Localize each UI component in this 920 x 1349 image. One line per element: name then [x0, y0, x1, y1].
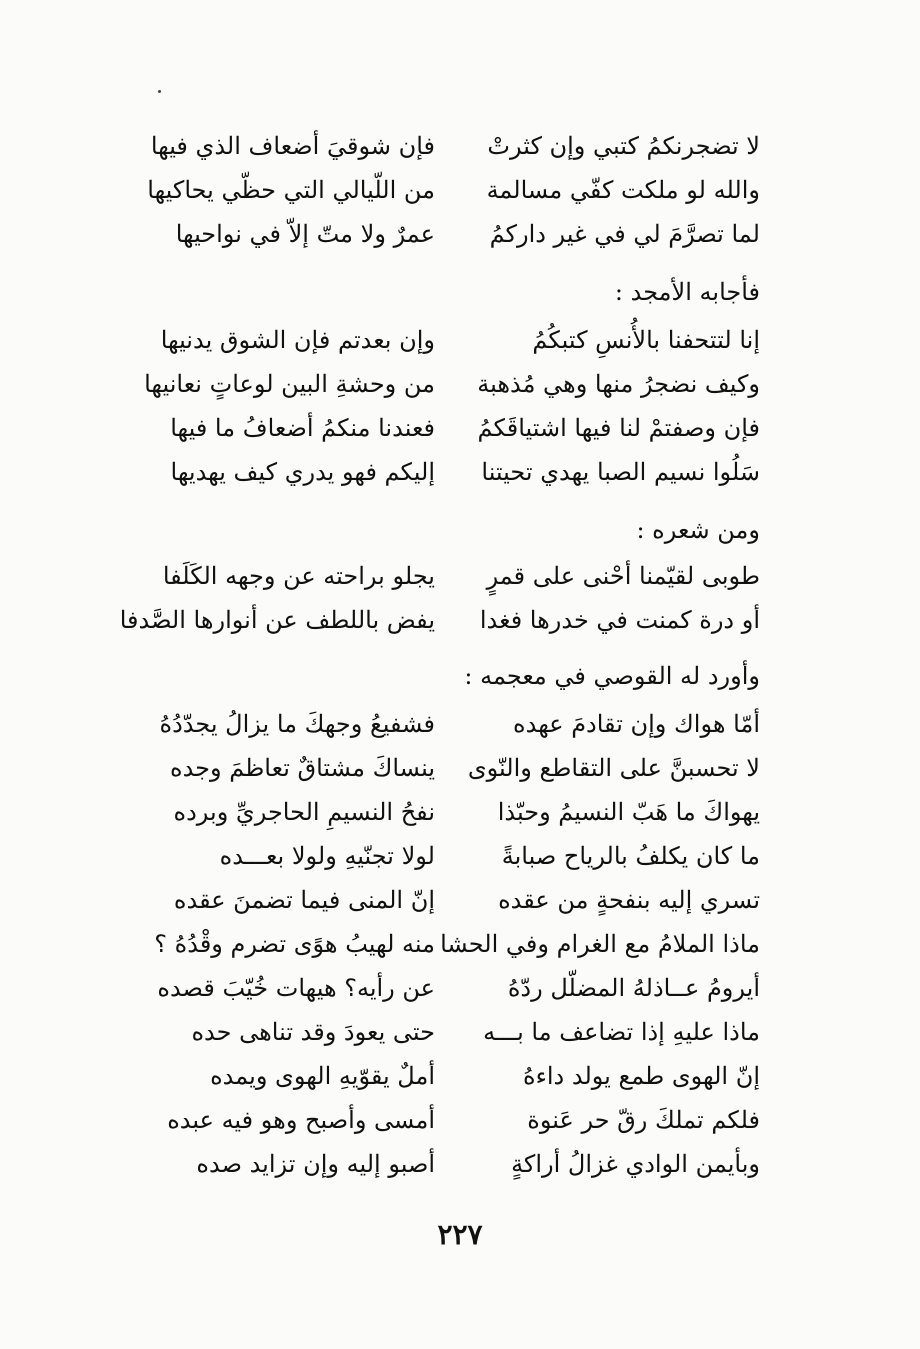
- verse-second-hemistich: فشفيعُ وجهكَ ما يزالُ يجدّدُهُ: [159, 710, 435, 738]
- verse: [144, 362, 760, 406]
- verse-second-hemistich: يجلو براحته عن وجهه الكَلَفا: [162, 562, 435, 590]
- poem-4: [150, 702, 760, 1186]
- verse-second-hemistich: أصبو إليه وإن تزايد صده: [196, 1150, 435, 1178]
- intro-line: ومن شعره :: [636, 516, 760, 544]
- verse: [150, 878, 760, 922]
- poem-1: [147, 124, 760, 256]
- verse: [119, 598, 760, 642]
- intro-line: وأورد له القوصي في معجمه :: [464, 662, 760, 690]
- verse-second-hemistich: حتى يعودَ وقد تناهى حده: [191, 1018, 435, 1046]
- verse: [150, 1054, 760, 1098]
- verse-second-hemistich: منه لهيبُ هوًى تضرم وقْدُهُ ؟: [154, 930, 435, 958]
- verse: [150, 124, 760, 168]
- verse-second-hemistich: أمسى وأصبح وهو فيه عبده: [167, 1106, 435, 1134]
- paper-speck: [158, 90, 161, 93]
- verse-second-hemistich: من اللّيالي التي حظّي يحاكيها: [147, 176, 435, 204]
- verse: [150, 790, 760, 834]
- verse-first-hemistich: أمّا هواك وإن تقادمَ عهده: [513, 710, 760, 738]
- verse-second-hemistich: فعندنا منكمُ أضعافُ ما فيها: [170, 414, 435, 442]
- intro-line: فأجابه الأمجد :: [614, 278, 760, 306]
- verse: [150, 1010, 760, 1054]
- verse: [150, 1098, 760, 1142]
- verse-second-hemistich: عمرٌ ولا متّ إلاّ في نواحيها: [175, 220, 435, 248]
- verse-first-hemistich: لما تصرَّمَ لي في غير داركمُ: [489, 220, 760, 248]
- verse-first-hemistich: وكيف نضجرُ منها وهي مُذهبة: [477, 370, 760, 398]
- verse-first-hemistich: يهواكَ ما هَبّ النسيمُ وحبّذا: [497, 798, 760, 826]
- verse-first-hemistich: ما كان يكلفُ بالرياح صبابةً: [501, 842, 760, 870]
- verse: [150, 212, 760, 256]
- verse: [150, 746, 760, 790]
- verse-first-hemistich: لا تضجرنكمُ كتبي وإن كثرتْ: [487, 132, 760, 160]
- verse-first-hemistich: ماذا عليهِ إذا تضاعف ما بـــه: [483, 1018, 760, 1046]
- verse: [150, 1142, 760, 1186]
- verse-first-hemistich: سَلُوا نسيم الصبا يهدي تحيتنا: [481, 458, 760, 486]
- verse: [150, 554, 760, 598]
- verse-second-hemistich: لولا تجنّيهِ ولولا بعـــده: [219, 842, 435, 870]
- verse-first-hemistich: ماذا الملامُ مع الغرام وفي الحشا: [440, 930, 760, 958]
- verse-second-hemistich: ينساكَ مشتاقٌ تعاظمَ وجده: [170, 754, 435, 782]
- poem-3: [119, 554, 760, 642]
- verse: [150, 450, 760, 494]
- verse-second-hemistich: يفض باللطف عن أنوارها الصَّدفا: [119, 606, 435, 634]
- verse-second-hemistich: عن رأيه؟ هيهات خُيّبَ قصده: [157, 974, 435, 1002]
- verse-second-hemistich: أملٌ يقوّيهِ الهوى ويمده: [210, 1062, 435, 1090]
- verse-first-hemistich: أو درة كمنت في خدرها فغدا: [479, 606, 760, 634]
- verse: [150, 702, 760, 746]
- verse-first-hemistich: تسري إليه بنفحةٍ من عقده: [498, 886, 760, 914]
- verse-second-hemistich: نفحُ النسيمِ الحاجريِّ وبرده: [173, 798, 435, 826]
- verse-second-hemistich: فإن شوقيَ أضعاف الذي فيها: [150, 132, 435, 160]
- verse-second-hemistich: إنّ المنى فيما تضمنَ عقده: [173, 886, 435, 914]
- verse: [150, 966, 760, 1010]
- verse-second-hemistich: وإن بعدتم فإن الشوق يدنيها: [160, 326, 435, 354]
- verse-first-hemistich: إنّ الهوى طمع يولد داءهُ: [523, 1062, 760, 1090]
- verse-first-hemistich: طوبى لقيّمنا أحْنى على قمرٍ: [486, 562, 760, 590]
- verse: [150, 922, 760, 966]
- verse-first-hemistich: أيرومُ عــاذلهُ المضلّل ردّهُ: [507, 974, 760, 1002]
- verse-first-hemistich: لا تحسبنَّ على التقاطع والنّوى: [467, 754, 760, 782]
- verse: [150, 318, 760, 362]
- verse-first-hemistich: فلكم تملكَ رقّ حر عَنوة: [527, 1106, 760, 1134]
- verse: [147, 168, 760, 212]
- verse: [150, 834, 760, 878]
- poem-2: [144, 318, 760, 494]
- verse-first-hemistich: فإن وصفتمْ لنا فيها اشتياقَكمُ: [477, 414, 760, 442]
- verse-first-hemistich: إنا لتتحفنا بالأُنسِ كتبكُمُ: [532, 326, 760, 354]
- verse-first-hemistich: والله لو ملكت كفّي مسالمة: [486, 176, 760, 204]
- verse-second-hemistich: من وحشةِ البين لوعاتٍ نعانيها: [144, 370, 435, 398]
- verse-second-hemistich: إليكم فهو يدري كيف يهديها: [170, 458, 435, 486]
- page-number: ٢٢٧: [437, 1218, 483, 1251]
- verse: [150, 406, 760, 450]
- verse-first-hemistich: وبأيمن الوادي غزالُ أراكةٍ: [511, 1150, 760, 1178]
